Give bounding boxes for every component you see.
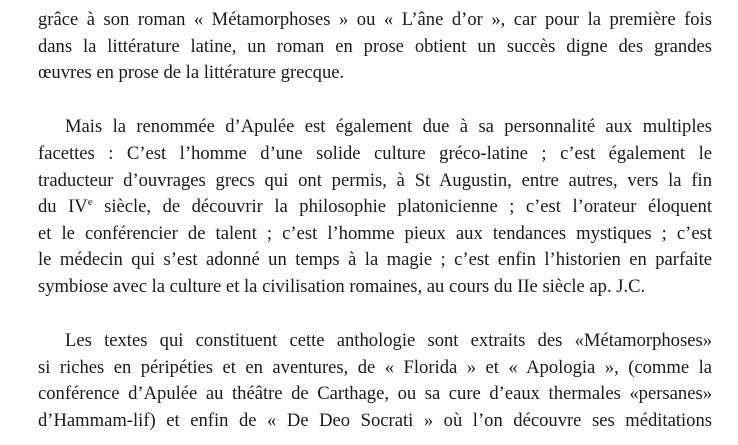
text-line: facettes : C’est l’homme d’une solide culture gréco-latine ; c’est également le [38,143,712,164]
text-line: si riches en péripéties et en aventures, de « Florida » et « Apologia », (comme la [38,357,712,378]
paragraph-first-line: Mais la renommée d’Apulée est également due à sa personnalité aux multiples [65,116,712,137]
text-line: œuvres en prose de la littérature grecque. [38,62,345,83]
text-line [38,194,712,221]
text-line: conférence d’Apulée au théâtre de Carthage, ou sa cure d’eaux thermales «persanes» [38,383,712,404]
text-line: et le conférencier de talent ; c’est l’homme pieux aux tendances mystiques ; c’est [38,223,712,244]
text-line: grâce à son roman « Métamorphoses » ou « L’âne d’or », car pour la première fois [38,9,712,30]
superscript: e [87,196,93,208]
text-line: le médecin qui s’est adonné un temps à la magie ; c’est enfin l’historien en parfaite [38,249,712,270]
text-line: d’Hammam-lif) et enfin de « De Deo Socrati » où l’on découvre ses méditations [38,410,712,431]
text-line: traducteur d’ouvrages grecs qui ont permis, à St Augustin, entre autres, vers la fin [38,170,712,191]
text-fragment: siècle, de découvrir la philosophie platonicienne ; c’est l’orateur éloquent [92,196,712,217]
text-fragment: du IV [38,196,88,217]
paragraph-first-line: Les textes qui constituent cette anthologie sont extraits des «Métamorphoses» [65,330,712,351]
text-line: symbiose avec la culture et la civilisation romaines, au cours du IIe siècle ap. J.C. [38,276,646,297]
text-line: dans la littérature latine, un roman en prose obtient un succès digne des grandes [38,36,712,57]
